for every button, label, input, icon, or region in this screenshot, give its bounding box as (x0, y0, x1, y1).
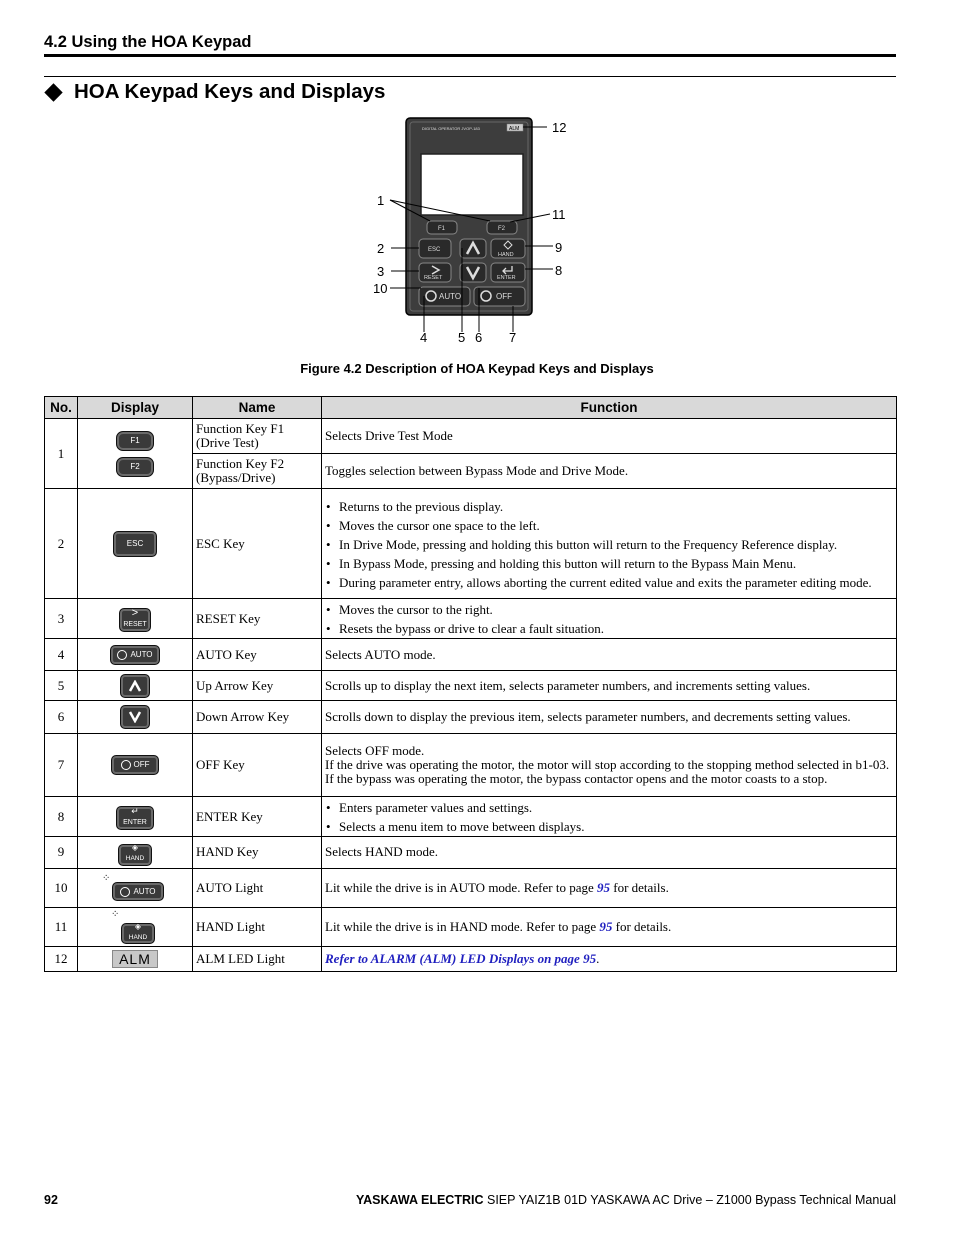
row-no: 3 (45, 599, 78, 639)
footer-text (356, 1193, 896, 1207)
table-row (45, 419, 897, 454)
bullet-item: • Moves the cursor one space to the left. (325, 519, 893, 533)
row-name: OFF Key (193, 734, 322, 797)
esc-key-icon: ESC (113, 531, 157, 557)
up-arrow-key[interactable] (460, 239, 486, 258)
row-function (322, 489, 897, 599)
hand-key[interactable] (491, 239, 525, 258)
table-header-row (45, 397, 897, 419)
figure-caption: Figure 4.2 Description of HOA Keypad Keys and Displays (300, 361, 654, 376)
svg-text:1: 1 (377, 193, 385, 208)
bullet-item: • In Bypass Mode, pressing and holding this button will return to the Bypass Main Menu. (325, 557, 893, 571)
down-arrow-key[interactable] (460, 263, 486, 282)
svg-text:11: 11 (552, 207, 566, 222)
section-header: 4.2 Using the HOA Keypad (44, 33, 252, 51)
keypad-figure (360, 110, 590, 350)
row-display (78, 868, 193, 907)
row-function: Lit while the drive is in HAND mode. Refer to page 95 for details. (322, 907, 897, 946)
bullet-item: • In Drive Mode, pressing and holding this button will return to the Frequency Reference display. (325, 538, 893, 552)
reset-key[interactable] (419, 263, 451, 282)
table-row (45, 599, 897, 639)
auto-light-icon: ⁘ AUTO (106, 874, 164, 901)
page-link[interactable]: 95 (596, 879, 610, 895)
col-display: Display (78, 397, 193, 419)
row-function: Lit while the drive is in AUTO mode. Refer to page 95 for details. (322, 868, 897, 907)
svg-text:ENTER: ENTER (497, 275, 516, 281)
svg-text:OFF: OFF (496, 292, 512, 301)
page-number: 92 (44, 1193, 58, 1207)
row-function: Selects HAND mode. (322, 837, 897, 869)
down-arrow-icon (120, 705, 150, 729)
row-name: ALM LED Light (193, 946, 322, 971)
keypad-top-label: DIGITAL OPERATOR JVOP-183 (422, 126, 480, 131)
svg-text:7: 7 (509, 330, 517, 345)
row-function: Selects AUTO mode. (322, 639, 897, 671)
table-row (45, 639, 897, 671)
footer-doc: SIEP YAIZ1B 01D YASKAWA AC Drive – Z1000 Bypass Technical Manual (483, 1193, 896, 1207)
row-function: Scrolls down to display the previous item, selects parameter numbers, and decrements setting values. (322, 701, 897, 734)
off-key-icon: OFF (111, 755, 159, 775)
table-row (45, 701, 897, 734)
page-link[interactable]: 95 (599, 918, 613, 934)
row-name: Down Arrow Key (193, 701, 322, 734)
enter-key-icon: ↵ ENTER (116, 806, 154, 830)
esc-key[interactable] (419, 239, 451, 258)
alm-reference-link[interactable]: Refer to ALARM (ALM) LED Displays on page 95 (325, 950, 597, 966)
row-function: Refer to ALARM (ALM) LED Displays on page 95. (322, 946, 897, 971)
svg-text:8: 8 (555, 263, 563, 278)
enter-key[interactable] (491, 263, 525, 282)
row-no: 2 (45, 489, 78, 599)
row-name: RESET Key (193, 599, 322, 639)
svg-text:5: 5 (458, 330, 466, 345)
row-display (78, 671, 193, 701)
bullet-item: • Enters parameter values and settings. (325, 801, 893, 815)
bullet-item: • During parameter entry, allows aborting the current edited value and exits the parameter editing mode. (325, 576, 893, 590)
bullet-item: • Returns to the previous display. (325, 500, 893, 514)
row-display (78, 837, 193, 869)
function-line: Selects OFF mode. (325, 743, 425, 758)
diamond-icon (44, 83, 62, 101)
auto-key-icon: AUTO (110, 645, 160, 665)
table-row (45, 837, 897, 869)
row-name: Function Key F1 (Drive Test) (193, 419, 322, 454)
table-row (45, 946, 897, 971)
table-row (45, 734, 897, 797)
section-title-text: HOA Keypad Keys and Displays (74, 80, 386, 103)
row-function (322, 797, 897, 837)
function-line: If the bypass was operating the motor, the bypass contactor opens and the motor coasts to a stop. (325, 771, 828, 786)
section-title (44, 80, 385, 104)
svg-text:10: 10 (373, 281, 388, 296)
off-key[interactable] (474, 287, 525, 306)
row-display (78, 907, 193, 946)
row-name: AUTO Key (193, 639, 322, 671)
col-name: Name (193, 397, 322, 419)
bullet-item: • Selects a menu item to move between displays. (325, 820, 893, 834)
table-row (45, 671, 897, 701)
function-line: If the drive was operating the motor, the motor will stop according to the stopping method selected in b1-03. (325, 757, 890, 772)
row-display (78, 701, 193, 734)
row-no: 6 (45, 701, 78, 734)
row-no: 11 (45, 907, 78, 946)
f2-key[interactable] (487, 221, 517, 234)
row-function (322, 599, 897, 639)
bullet-item: • Resets the bypass or drive to clear a fault situation. (325, 622, 893, 636)
row-display (78, 419, 193, 489)
hand-key-icon: ◈ HAND (118, 844, 152, 866)
table-row (45, 797, 897, 837)
alm-led-icon: ALM (112, 950, 158, 968)
row-no: 8 (45, 797, 78, 837)
row-name: AUTO Light (193, 868, 322, 907)
up-arrow-icon (120, 674, 150, 698)
keys-table (44, 396, 897, 972)
table-row (45, 868, 897, 907)
f1-key-icon: F1 (116, 431, 154, 451)
svg-text:6: 6 (475, 330, 483, 345)
hand-light-icon: ⁘ ◈ HAND (115, 910, 155, 944)
row-function (322, 734, 897, 797)
row-no: 5 (45, 671, 78, 701)
row-no: 9 (45, 837, 78, 869)
row-display (78, 797, 193, 837)
row-display (78, 734, 193, 797)
svg-text:RESET: RESET (424, 275, 443, 281)
row-display (78, 946, 193, 971)
row-no: 10 (45, 868, 78, 907)
row-function: Toggles selection between Bypass Mode and Drive Mode. (322, 454, 897, 489)
row-name: HAND Key (193, 837, 322, 869)
row-name: ENTER Key (193, 797, 322, 837)
table-row (45, 489, 897, 599)
col-no: No. (45, 397, 78, 419)
row-function: Selects Drive Test Mode (322, 419, 897, 454)
svg-text:4: 4 (420, 330, 428, 345)
row-name: Up Arrow Key (193, 671, 322, 701)
header-rule (44, 54, 896, 57)
row-no: 7 (45, 734, 78, 797)
row-name: ESC Key (193, 489, 322, 599)
lcd-screen (421, 154, 523, 215)
row-no: 4 (45, 639, 78, 671)
alm-led-label: ALM (509, 126, 520, 132)
table-row (45, 907, 897, 946)
svg-text:F1: F1 (438, 226, 446, 232)
svg-text:12: 12 (552, 120, 567, 135)
row-no: 12 (45, 946, 78, 971)
bullet-item: • Moves the cursor to the right. (325, 603, 893, 617)
row-name: Function Key F2 (Bypass/Drive) (193, 454, 322, 489)
row-no: 1 (45, 419, 78, 489)
row-display (78, 489, 193, 599)
svg-text:3: 3 (377, 264, 385, 279)
row-display (78, 639, 193, 671)
row-name: HAND Light (193, 907, 322, 946)
f1-key[interactable] (427, 221, 457, 234)
svg-text:HAND: HAND (498, 252, 514, 258)
section-rule (44, 76, 896, 77)
row-function: Scrolls up to display the next item, selects parameter numbers, and increments setting values. (322, 671, 897, 701)
svg-text:ESC: ESC (428, 247, 441, 253)
svg-text:2: 2 (377, 241, 385, 256)
reset-key-icon: > RESET (119, 608, 151, 632)
footer-brand: YASKAWA ELECTRIC (355, 1193, 484, 1207)
f2-key-icon: F2 (116, 457, 154, 477)
svg-text:AUTO: AUTO (439, 292, 462, 301)
svg-text:F2: F2 (498, 226, 506, 232)
row-display (78, 599, 193, 639)
col-function: Function (322, 397, 897, 419)
svg-text:9: 9 (555, 240, 563, 255)
